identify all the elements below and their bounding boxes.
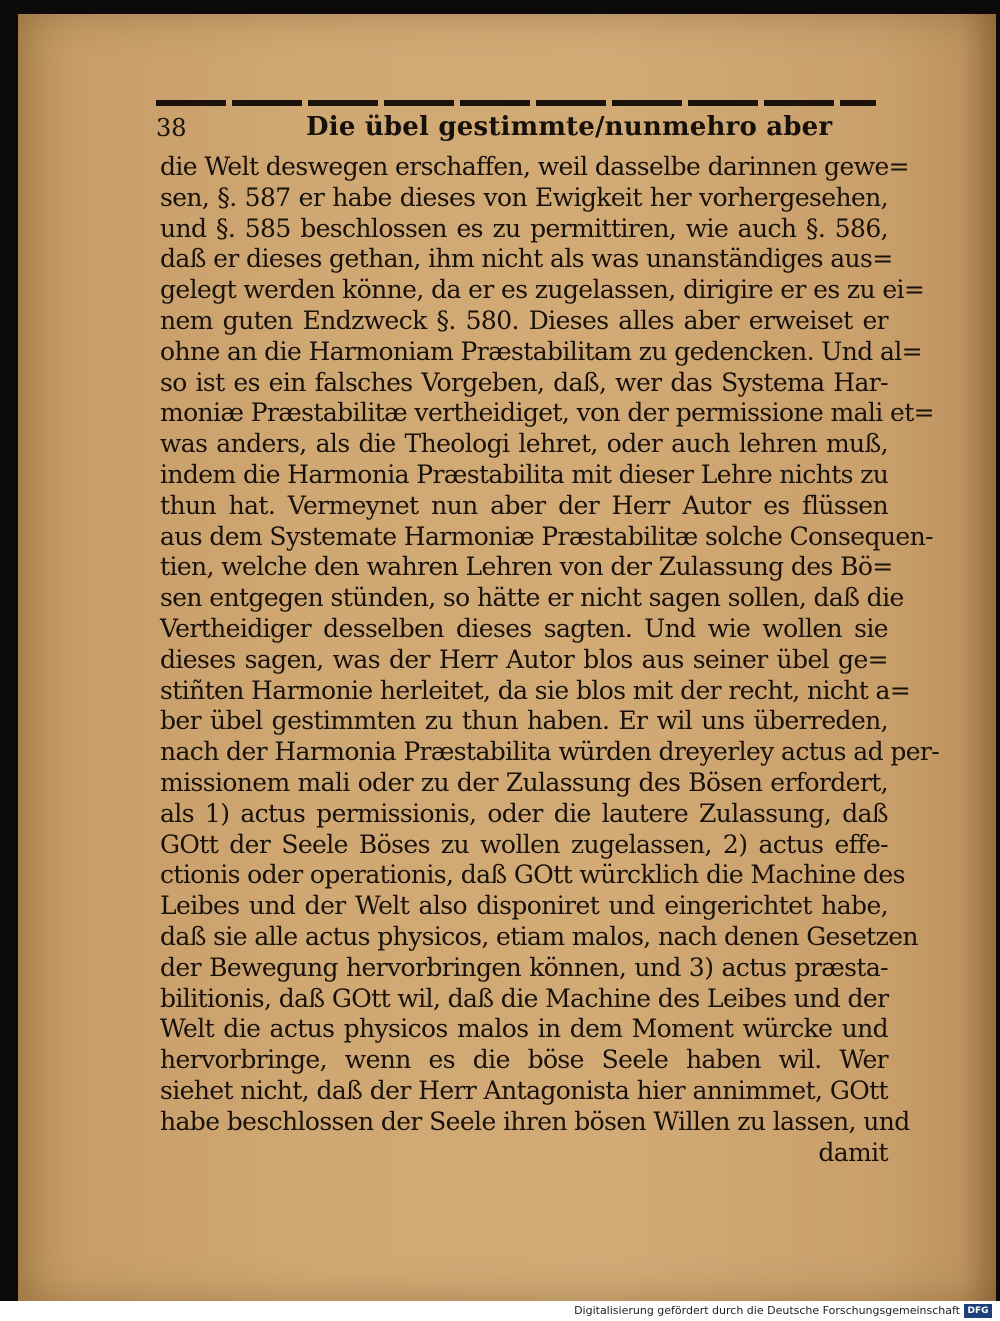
text-line: was anders, als die Theologi lehret, oder auch lehren muß, [160,429,888,459]
page-number: 38 [156,114,187,142]
text-line: siehet nicht, daß der Herr Antagonista hier annimmet, GOtt [160,1075,888,1105]
text-line: Vertheidiger desselben dieses sagten. Und wie wollen sie [160,613,888,643]
paper-edge-stain [962,14,996,1301]
text-line: ber übel gestimmten zu thun haben. Er wil uns überreden, [160,706,888,736]
footer-credit: Digitalisierung gefördert durch die Deutsche Forschungsgemeinschaft [574,1304,960,1317]
text-line: daß sie alle actus physicos, etiam malos, nach denen Gesetzen [160,921,918,951]
text-line: sen entgegen stünden, so hätte er nicht sagen sollen, daß die [160,583,904,613]
text-line: GOtt der Seele Böses zu wollen zugelassen, 2) actus effe- [160,829,888,859]
text-line: nem guten Endzweck §. 580. Dieses alles aber erweiset er [160,305,888,335]
text-line: als 1) actus permissionis, oder die lautere Zulassung, daß [160,798,888,828]
text-line: und §. 585 beschlossen es zu permittiren, wie auch §. 586, [160,213,888,243]
text-line: ctionis oder operationis, daß GOtt würcklich die Machine des [160,860,905,890]
digitization-footer [0,1301,1000,1321]
text-line: stiñten Harmonie herleitet, da sie blos mit der recht, nicht a= [160,675,911,705]
text-line: Leibes und der Welt also disponiret und eingerichtet habe, [160,891,888,921]
body-text [160,152,940,1168]
text-line: so ist es ein falsches Vorgeben, daß, wer das Systema Har- [160,367,888,397]
text-line: tien, welche den wahren Lehren von der Zulassung des Bö= [160,552,893,582]
text-line: habe beschlossen der Seele ihren bösen Willen zu lassen, und [160,1106,910,1136]
text-line: sen, §. 587 er habe dieses von Ewigkeit her vorhergesehen, [160,182,888,212]
text-line: missionem mali oder zu der Zulassung des Bösen erfordert, [160,767,888,797]
header-rule [156,100,876,106]
text-line: Welt die actus physicos malos in dem Moment würcke und [160,1014,888,1044]
text-line: die Welt deswegen erschaffen, weil dasselbe darinnen gewe= [160,152,910,181]
text-line: nach der Harmonia Præstabilita würden dreyerley actus ad per- [160,737,940,767]
text-line: der Bewegung hervorbringen können, und 3) actus præsta- [160,952,888,982]
text-line: thun hat. Vermeynet nun aber der Herr Autor es flüssen [160,490,888,520]
text-line: moniæ Præstabilitæ vertheidiget, von der permissione mali et= [160,398,935,428]
text-line: bilitionis, daß GOtt wil, daß die Machine des Leibes und der [160,983,889,1013]
text-line: dieses sagen, was der Herr Autor blos aus seiner übel ge= [160,644,888,674]
page-header [156,110,876,148]
dfg-logo-icon: DFG [964,1304,992,1318]
text-line: ohne an die Harmoniam Præstabilitam zu gedencken. Und al= [160,336,923,366]
text-line: aus dem Systemate Harmoniæ Præstabilitæ solche Consequen- [160,521,933,551]
text-line: hervorbringe, wenn es die böse Seele haben wil. Wer [160,1045,888,1075]
catchword: damit [818,1137,888,1167]
text-line: daß er dieses gethan, ihm nicht als was unanständiges aus= [160,244,893,274]
text-line: gelegt werden könne, da er es zugelassen, dirigire er es zu ei= [160,275,925,305]
running-head: Die übel gestimmte/nunmehro aber [306,112,833,142]
text-line: indem die Harmonia Præstabilita mit dieser Lehre nichts zu [160,459,889,489]
